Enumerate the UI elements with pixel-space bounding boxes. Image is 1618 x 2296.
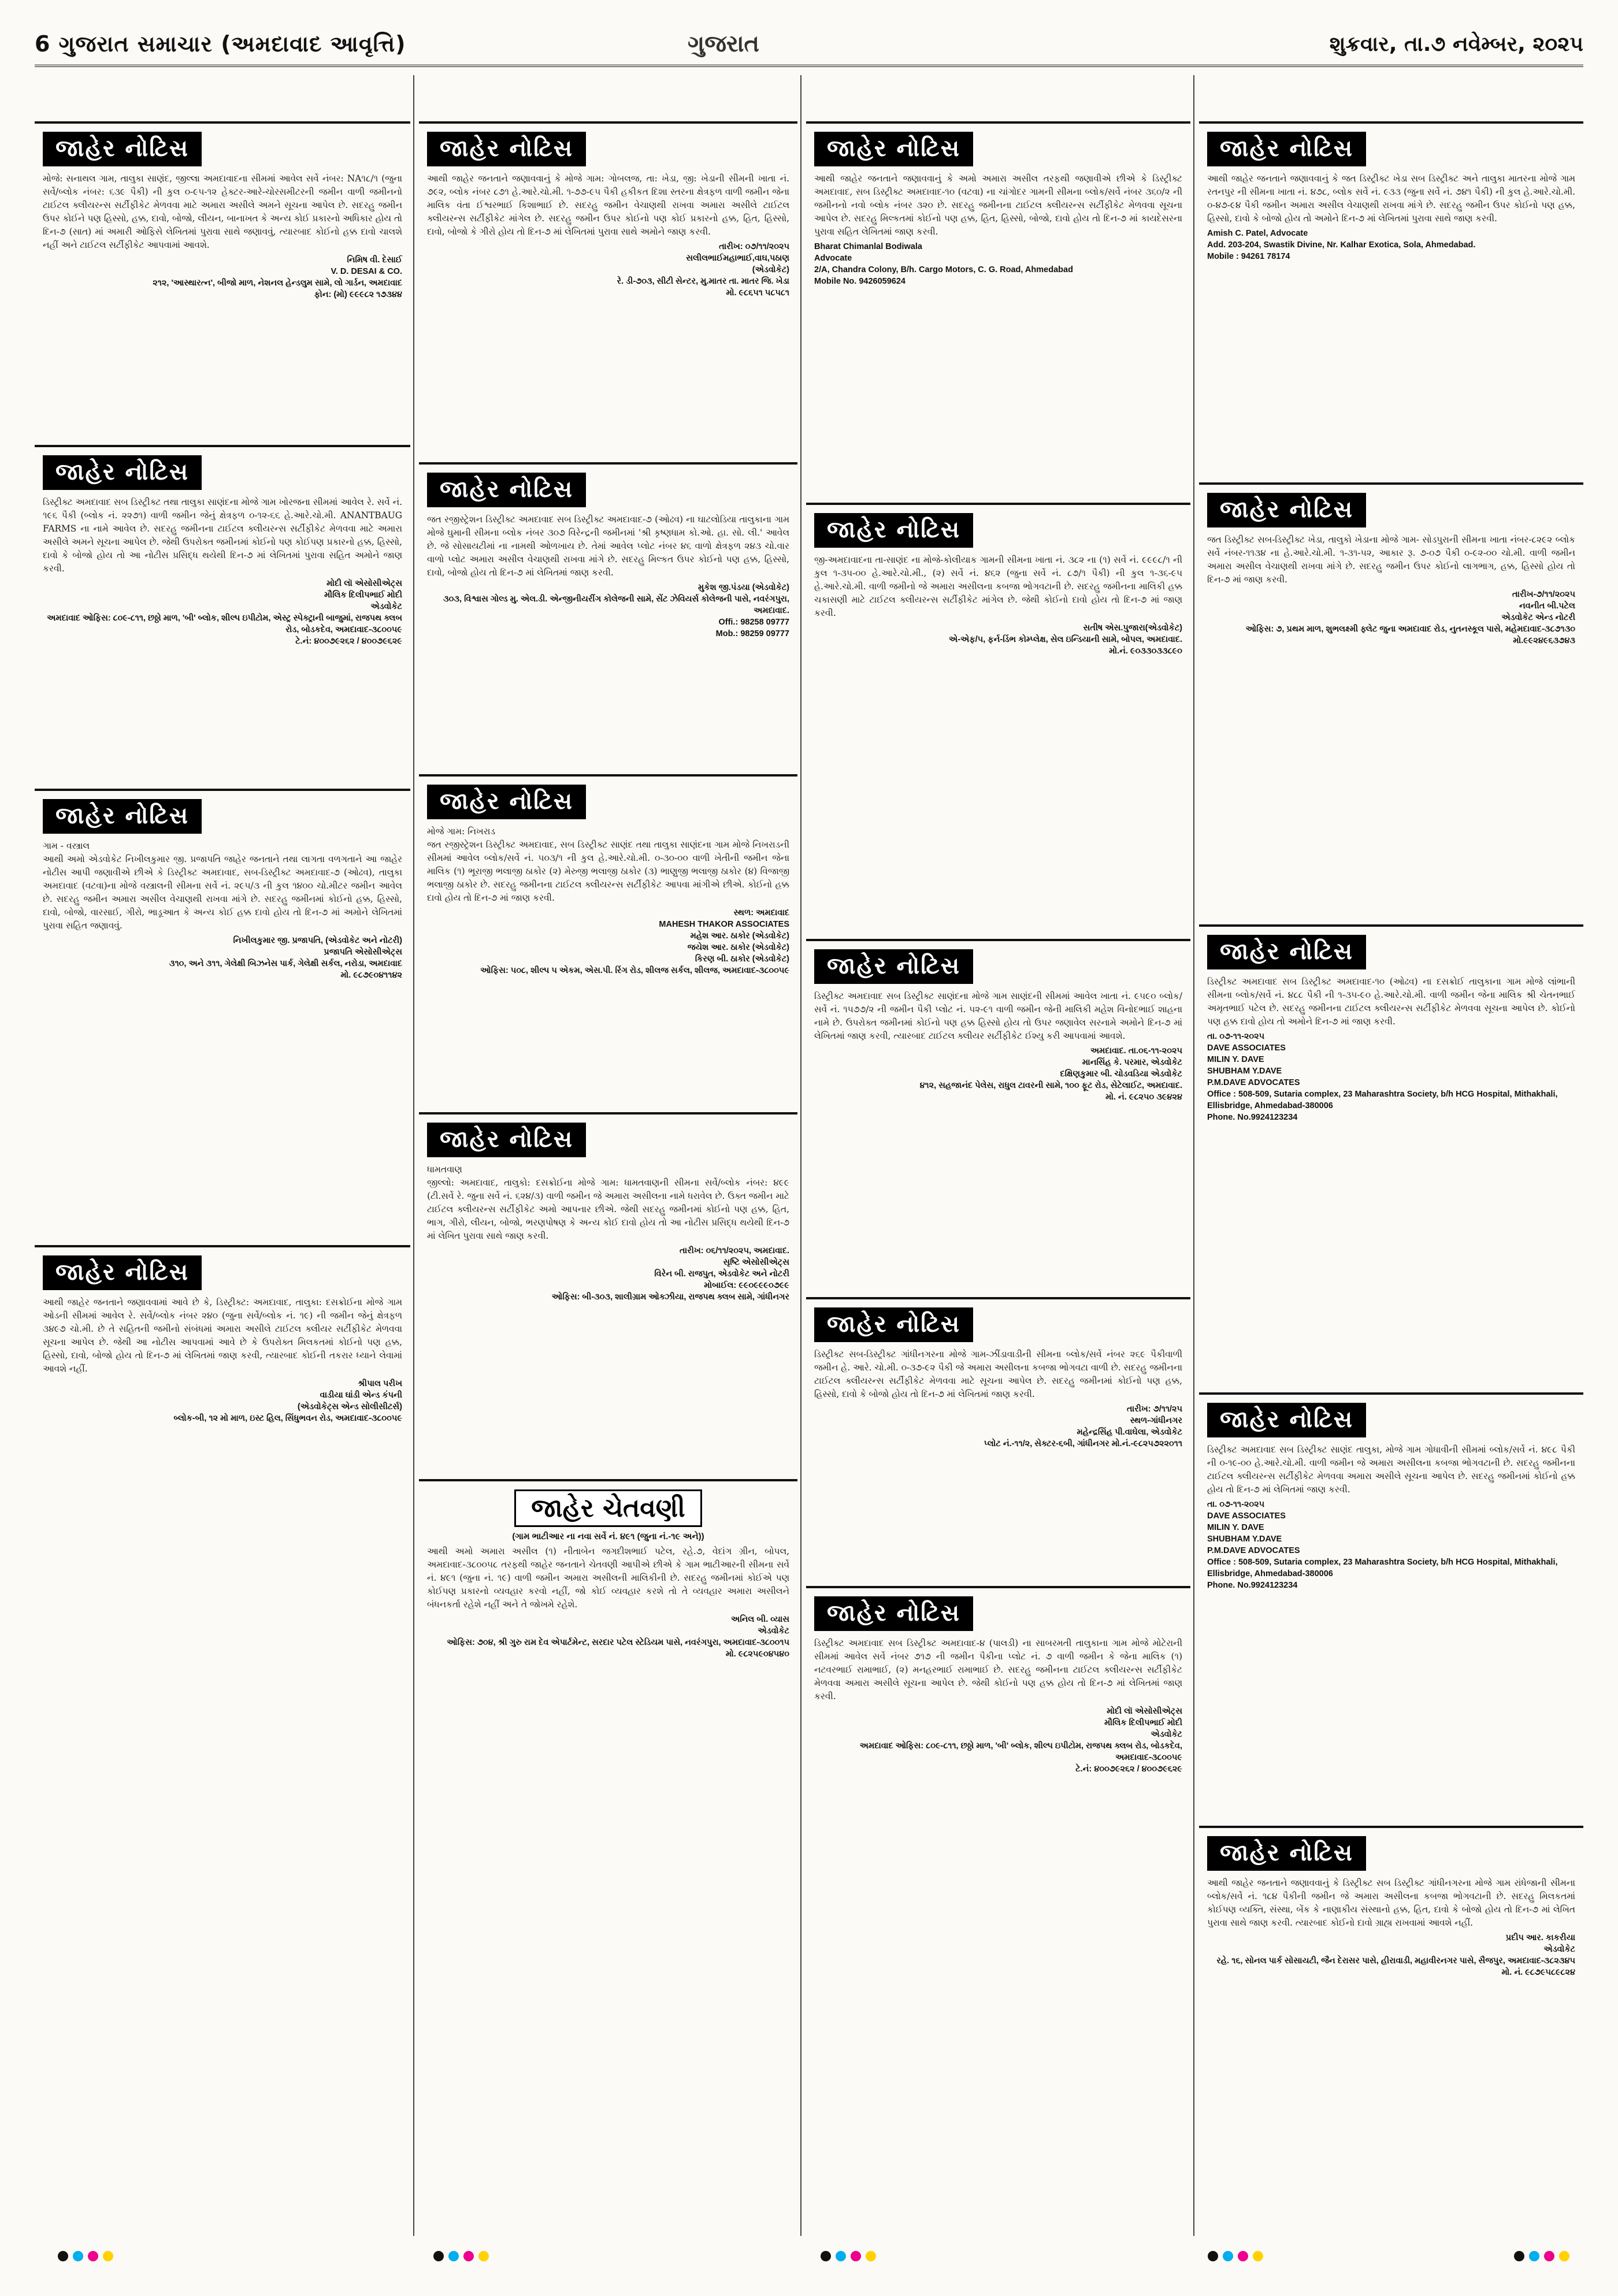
notice-title: જાહેર નોટિસ [814, 1596, 973, 1631]
notice-body: મોજે ગામ: નિખરાડ જત રજીસ્ટ્રેશન ડિસ્ટ્રીક્ટ અમદાવાદ, સબ ડિસ્ટ્રીક્ટ સાણંદ તથા તાલુકા સાણંદના ગામ મોજે નિખરાડની સીમમાં આવેલ બ્લોક/સર્વે નં. ૫૦૩/૧ ની કુલ હે.આરે.ચો.મી. ૦-૩૦-૦૦ વાળી ખેતીની જમીન જેના માલિક (૧) ભૂરાજી ભલાજી ઠાકોર (૨) મેરુજી ભલાજી ઠાકોર (૩) ભાણુજી ભલાજી ઠાકોર (૪) વિજાજી ભલાજી ઠાકોર છે. સદરહુ જમીનના ટાઈટલ ક્લીયરન્સ સર્ટીફીકેટ આપવા માંગીએ છીએ. કોઈનો હક્ક દાવો હોય તો દિન-૭ માં જાણ કરવી. [427, 826, 789, 903]
notice-signature: તારીખ: ૭/૧૧/૨૫ સ્થળ-ગાંધીનગર મહેન્દ્રસિંહ પી.વાઘેલા, એડવોકેટ પ્લોટ નં.-૧૧/૨, સેક્ટર-૬બી, ગાંધીનગર મો.નં.-૯૮૨૫૭૨૨૦૧૧ [984, 1405, 1182, 1448]
public-notice [35, 445, 410, 771]
notice-body: ડિસ્ટ્રીક્ટ અમદાવાદ સબ ડિસ્ટ્રીક્ટ તથા તાલુકા સાણંદના મોજે ગામ ખોરજના સીમમાં આવેલ રે. સર્વે નં. ૧૯૬ પૈકી (બ્લોક નં. ૨૨૭૧) વાળી જમીન જેનું ક્ષેત્રફળ ૦-૧૨-૬૬ હે.આરે.ચો.મી. ANANTBAUG FARMS ના નામે આવેલ છે. સદરહુ જમીનના ટાઈટલ ક્લીયરન્સ સર્ટીફીકેટ મેળવવા માટે અમારા અસીલે અમને સૂચના આપેલ છે. જેથી ઉપરોક્ત જમીનમાં કોઈનો પણ કોઈપણ પ્રકારનો હક્ક, હિસ્સો, દાવો કે બોજો હોય તો આ નોટીસ પ્રસિદ્ધ થયેથી દિન-૭ માં લેખિતમાં પુરાવા સહિત અમોને જાણ કરવી. [43, 497, 402, 574]
public-notice [806, 1586, 1190, 2244]
notice-body: ડિસ્ટ્રીક્ટ અમદાવાદ સબ ડિસ્ટ્રીક્ટ સાણંદના મોજે ગામ સાણંદની સીમમાં આવેલ ખાતા નં. ૯૫૯૦ બ્લોક/સર્વે નં. ૧૫૭૭/૨ ની જમીન પૈકી પ્લોટ નં. ૫૨-૯૧ વાળી જમીન જેની માલિકી મહેશ વિનોદભાઈ શાહના નામે છે. ઉપરોક્ત જમીનમાં કોઈનો પણ હક્ક હિસ્સો હોય તો ઉપર જણાવેલ સરનામે અમોને દિન-૭ માં લેખિતમાં જાણ કરવી, ત્યારબાદ ટાઈટલ ક્લીયર સર્ટીફીકેટ ઈશ્યુ કરી આપવામાં આવશે. [814, 991, 1182, 1041]
notice-title: જાહેર નોટિસ [427, 1123, 586, 1157]
public-notice [806, 503, 1190, 935]
notice-signature: તા. ૦૭-૧૧-૨૦૨૫ DAVE ASSOCIATES MILIN Y. DAVE SHUBHAM Y.DAVE P.M.DAVE ADVOCATES Office : 508-509, Sutaria complex, 23 Maharashtra Society, b/h HCG Hospital, Mithakhali, Ellisbridge, Ahmedabad-380006 Phone. No.9924123234 [1207, 1032, 1558, 1122]
notice-title: જાહેર નોટિસ [814, 1307, 973, 1342]
notice-body: જત ડિસ્ટ્રીક્ટ સબ-ડિસ્ટ્રીક્ટ ખેડા, તાલુકો ખેડાના મોજે ગામ- સોડપુરાની સીમના ખાતા નંબર-૮૨૯૨ બ્લોક સર્વે નંબર-૧૧૩૪ ના હે.આરે.ચો.મી. ૧-૩૧-૫૨, આકાર રૂ. ૭-૦૭ પૈકી ૦-૯૨-૦૦ ચો.મી. વાળી જમીન અમારા અસીલ વેચાણથી રાખવા માંગે છે. સદરહુ જમીન ઉપર કોઈનો લાગભાગ, હક્ક, હિસ્સો હોય તો દિન-૭ માં જાણ કરવી. [1207, 534, 1575, 585]
notice-signature: તા. ૦૭-૧૧-૨૦૨૫ DAVE ASSOCIATES MILIN Y. DAVE SHUBHAM Y.DAVE P.M.DAVE ADVOCATES Office : 508-509, Sutaria complex, 23 Maharashtra Society, b/h HCG Hospital, Mithakhali, Ellisbridge, Ahmedabad-380006 Phone. No.9924123234 [1207, 1500, 1558, 1590]
notice-signature: તારીખ: ૦૬/૧૧/૨૦૨૫, અમદાવાદ. સૃષ્ટિ એસોસીએટ્સ વિરેન બી. રાજપુત, એડવોકેટ અને નોટરી મોબાઈલ: ૯૯૦૯૯૯૦૭૯૯ ઓફિસ: બી-૩૦૩, શાલીગ્રામ ઓક્ઝીયા, રાજપથ ક્લબ સામે, ગાંધીનગર [551, 1246, 789, 1302]
notice-title: જાહેર નોટિસ [427, 473, 586, 507]
notice-signature: Amish C. Patel, Advocate Add. 203-204, Swastik Divine, Nr. Kalhar Exotica, Sola, Ahmedabad. Mobile : 94261 78174 [1207, 229, 1476, 261]
warning-title: જાહેર ચેતવણી [514, 1489, 702, 1527]
public-notice [806, 939, 1190, 1265]
registration-dot [58, 2251, 68, 2261]
public-notice [1199, 924, 1583, 1372]
notice-body: જી-અમદાવાદના તા-સાણંદ ના મોજે-કોલીયાક ગામની સીમના ખાતા નં. ૩૮૨ ના (૧) સર્વે નં. ૯૯૯૮/૧ ની કુલ ૧-૩૫-૦૦ હે.આરે.ચો.મી., (૨) સર્વે નં. ૪૬૨ (જુના સર્વે નં. ૮૭/૧ પૈકી) ની કુલ ૧-૩૬-૯૫ હે.આરે.ચો.મી. વાળી જમીનો જે અમારા અસીલના કબજા ભોગવટાની છે. સદરહુ જમીનના માલિકી હક્ક ચકાસણી માટે ટાઈટલ ક્લીયરન્સ સર્ટીફીકેટ માંગેલ છે. જેથી કોઈનો દાવો હોય તો દિન-૭ માં જાણ કરવી. [814, 555, 1182, 618]
public-warning [419, 1479, 797, 2244]
notice-body: ડિસ્ટ્રીક્ટ અમદાવાદ સબ ડિસ્ટ્રીક્ટ અમદાવાદ-૧૦ (ઓઢવ) ના દસક્રોઈ તાલુકાના ગામ મોજે લાંભાની સીમના બ્લોક/સર્વે નં. ૪૮૮ પૈકી ની ૧-૩૫-૯૦ હે.આરે.ચો.મી. વાળી જમીન જેના માલિક શ્રી ચેતનભાઈ અમૃતભાઈ પટેલ છે. સદરહુ જમીનના ટાઈટલ ક્લીયરન્સ સર્ટીફીકેટ મેળવવા સૂચના આપેલ છે. કોઈનો પણ હક્ક દાવો હોય તો અમોને દિન-૭ માં જાણ કરવી. [1207, 976, 1575, 1027]
registration-dot [463, 2251, 474, 2261]
registration-dot [103, 2251, 113, 2261]
registration-dot [821, 2251, 831, 2261]
registration-dot [88, 2251, 98, 2261]
warning-signature: અનિલ બી. વ્યાસ એડવોકેટ ઓફિસ: ૭૦૪, શ્રી ગુરુ રામ દેવ એપાર્ટમેન્ટ, સરદાર પટેલ સ્ટેડિયમ પાસે, નવરંગપુરા, અમદાવાદ-૩૮૦૦૧૫ મો. ૯૮૨૫૯૦૪૫૪૦ [447, 1615, 789, 1659]
notice-body: ડિસ્ટ્રીક્ટ અમદાવાદ સબ ડિસ્ટ્રીક્ટ અમદાવાદ-૪ (પાલડી) ના સાબરમતી તાલુકાના ગામ મોજે મોટેરાની સીમમાં આવેલ સર્વે નંબર ૭૧૭ ની જમીન પૈકીના પ્લોટ નં. ૭ વાળી જમીન કે જેના માલિક (૧) નટવરભાઈ રામાભાઈ, (૨) મનહરભાઈ રામાભાઈ છે. સદરહુ જમીનના ટાઈટલ ક્લીયરન્સ સર્ટીફીકેટ મેળવવા અમારા અસીલે સૂચના આપેલ છે. જેથી કોઈનો પણ હક્ક હોય તો દિન-૭ માં લેખિતમાં જાણ કરવી. [814, 1638, 1182, 1701]
notice-body: જત રજીસ્ટ્રેશન ડિસ્ટ્રીક્ટ અમદાવાદ સબ ડિસ્ટ્રીક્ટ અમદાવાદ-૭ (ઓઢવ) ના ઘાટલોડિયા તાલુકાના ગામ મોજે ઘુમાની સીમના બ્લોક નંબર ૩૦૭ વિરેન્દ્રની જમીનમાં 'શ્રી કૃષ્ણધામ કો.ઓ. હા. સો. લી.' આવેલ છે. જે સોસાયટીમાં ના નામથી ઓળખાય છે. તેમાં આવેલ પ્લોટ નંબર ૪૬ વાળો ક્ષેત્રફળ ૨૪૩ ચો.વાર વાળો પ્લોટ અમારા અસીલ વેચાણથી રાખવા માંગે છે. સદરહુ મિલ્કત ઉપર કોઈનો પણ હક્ક, હિસ્સો, દાવો, બોજો હોય તો દિન-૭ માં લેખિતમાં જાણ કરવી. [427, 514, 789, 578]
notice-body: આથી જાહેર જનતાને જણાવવાનું કે જત ડિસ્ટ્રીક્ટ ખેડા સબ ડિસ્ટ્રીક્ટ અને તાલુકા માતરના મોજે ગામ રતનપુર ની સીમના ખાતા નં. ૪૭૮, બ્લોક સર્વે નં. ૯૩૩ (જુના સર્વે નં. ૭૪૧ પૈકી) ની કુલ હે.આરે.ચો.મી. ૦-૪૭-૯૪ પૈકી જમીન અમારા અસીલ વેચાણથી રાખવા માંગે છે. સદરહુ જમીન ઉપર કોઈનો પણ હક્ક, હિસ્સો, દાવો કે બોજો હોય તો અમોને દિન-૭ માં લેખિતમાં પુરાવા સાથે જાણ કરવી. [1207, 173, 1575, 224]
notice-signature: મોદી લૉ એસોસીએટ્સ મૌલિક દિલીપભાઈ મોદી એડવોકેટ અમદાવાદ ઓફિસ: ૮૦૯-૮૧૧, છઠ્ઠો માળ, 'બી' બ્લોક, શીલ્પ ઇપીટોમ, એસ્ટ્ર સ્પેક્ટ્રાની બાજુમાં, રાજપથ ક્લબ રોડ, બોડકદેવ, અમદાવાદ-૩૮૦૦૫૯ ટે.નં: ૪૦૦૭૯૨૬૨ / ૪૦૦૭૯૬૨૯ [47, 579, 402, 646]
public-notice [35, 1245, 410, 2244]
notice-body: ડિસ્ટ્રીક્ટ સબ-ડિસ્ટ્રીક્ટ ગાંધીનગરના મોજે ગામ-ઝીંડાવાડીની સીમના બ્લોક/સર્વે નંબર ૨૬૯ પૈકીવાળી જમીન હે. આરે. ચો.મી. ૦-૩૭-૯૨ પૈકી જે અમારા અસીલના કબજા ભોગવટા વાળી છે. સદરહુ જમીનના ટાઈટલ ક્લીયરન્સ સર્ટીફીકેટ મેળવવા માટે સૂચના આપેલ છે. સદરહુ જમીનમાં કોઈનો પણ હક્ક, હિસ્સો, દાવો કે બોજો હોય તો દિન-૭ માં લેખિતમાં જાણ કરવી. [814, 1349, 1182, 1399]
warning-body: આથી અમો અમારા અસીલ (૧) નીતાબેન જગદીશભાઈ પટેલ, રહે.૭, વેદાંગ ગ્રીન, બોપલ, અમદાવાદ-૩૮૦૦૫૮ તરફથી જાહેર જનતાને ચેતવણી આપીએ છીએ કે ગામ ભાટીઆરની સીમના સર્વે નં. ૪૯૧ (જુના નં. ૧૯) વાળી જમીન અમારા અસીલની માલિકીની છે. સદરહુ જમીનમાં કોઈએ પણ કોઈપણ પ્રકારનો વ્યવહાર કરવો નહીં, જો કોઈ વ્યવહાર કરશે તો તે વ્યવહાર અમારા અસીલને બંધનકર્તા રહેશે નહીં અને તે જોખમે રહેશે. [427, 1546, 789, 1610]
notice-body: આથી જાહેર જનતાને જણાવવામાં આવે છે કે, ડિસ્ટ્રીક્ટ: અમદાવાદ, તાલુકા: દસક્રોઈના મોજે ગામ ઓડની સીમમાં આવેલ રે. સર્વે/બ્લોક નંબર ૨૪૦ (જુના સર્વે/બ્લોક નં. ૧૯) ની જમીન જેનું ક્ષેત્રફળ ૩૪૯૭ ચો.મી. છે તે સહિતની જમીનો સંબંધમાં અમારા અસીલે ટાઈટલ ક્લીયર સર્ટીફીકેટ મેળવવા સૂચના આપેલ છે. જેથી આ નોટીસ આપવામાં આવે છે કે ઉપરોક્ત મિલકતમાં કોઈનો પણ હક્ક, હિસ્સો, દાવો, બોજો હોય તો દિન-૭ માં લેખિતમાં જાણ કરવી, ત્યારબાદ કોઈની તકરાર ધ્યાને લેવામાં આવશે નહીં. [43, 1297, 402, 1374]
notice-body: આથી જાહેર જનતાને જણાવવાનું કે ડિસ્ટ્રીક્ટ સબ ડિસ્ટ્રીક્ટ ગાંધીનગરના મોજે ગામ રાંધેજાની સીમના બ્લોક/સર્વે નં. ૧૮૪ પૈકીની જમીન જે અમારા અસીલના કબજા ભોગવટાની છે. સદરહુ મિલકતમાં કોઈપણ વ્યક્તિ, સંસ્થા, બેંક કે નાણાકીય સંસ્થાનો હક્ક, હિત, દાવો કે બોજો હોય તો દિન-૭ માં લેખિત પુરાવા સાથે જાણ કરવી. ત્યારબાદ કોઈનો દાવો ગ્રાહ્ય રાખવામાં આવશે નહીં. [1207, 1878, 1575, 1928]
column-divider [1193, 75, 1194, 2236]
public-notice [1199, 482, 1583, 895]
public-notice [806, 121, 1190, 493]
notice-title: જાહેર નોટિસ [814, 949, 973, 984]
notice-title: જાહેર નોટિસ [427, 785, 586, 819]
registration-dot [73, 2251, 83, 2261]
public-notice [419, 774, 797, 1100]
notice-title: જાહેર નોટિસ [43, 455, 202, 490]
registration-dot [1238, 2251, 1248, 2261]
public-notice [419, 462, 797, 768]
newspaper-name: 6 ગુજરાત સમાચાર (અમદાવાદ આવૃત્તિ) [35, 31, 406, 57]
public-notice [1199, 1392, 1583, 1825]
registration-dot [836, 2251, 846, 2261]
notice-body: આથી જાહેર જનતાને જણાવવાનું કે મોજે ગામ: ગોબલજ, તા: ખેડા, જી: ખેડાની સીમની ખાતા નં. ૭૯૨, બ્લોક નંબર ૮૭૧ હે.આરે.ચો.મી. ૧-૭૭-૯૫ પૈકી હકીકત દિશા સ્તરના ક્ષેત્રફળ વાળી જમીન જેના માલિક વંતા ઈશ્વરભાઈ કિશાભાઈ છે. સદરહુ જમીન વેચાણથી રાખવા અમારા અસીલે ટાઈટલ ક્લીયરન્સ સર્ટીફીકેટ માંગેલ છે. સદરહુ જમીન ઉપર કોઈનો પણ કોઈ પ્રકારનો હક્ક, હિત, હિસ્સો, દાવો, બોજો કે ગીરો હોય તો દિન-૭ માં લેખિતમાં પુરાવા સાથે અમોને જાણ કરવી. [427, 173, 789, 237]
page-header [35, 29, 1583, 67]
notice-signature: સતીષ એસ.પુજારા(એડવોકેટ) એ-એફ/૫, ફર્ન-ડિંભ કોમ્પ્લેક્ષ, સેલ ઇન્ડિયાની સામે, બોપલ, અમદાવાદ. મો.નં. ૯૦૩૩૦૩૩૮૯૦ [948, 623, 1182, 656]
registration-dot [478, 2251, 489, 2261]
notice-title: જાહેર નોટિસ [1207, 493, 1366, 527]
notice-signature: પ્રદીપ આર. કાકરીયા એડવોકેટ રહે. ૧૬, સોનલ પાર્ક સોસાયટી, જૈન દેરાસર પાસે, હીરાવાડી, મહાવીરનગર પાસે, સૈજપુર, અમદાવાદ-૩૮૨૩૪૫ મો. નં. ૯૮૭૯૫૮૯૮૨૪ [1216, 1933, 1575, 1977]
registration-dot [1208, 2251, 1218, 2261]
notice-signature: શ્રીપાલ પરીખ વાડીયા ઘાંડી એન્ડ કંપની (એડવોકેટ્સ એન્ડ સોલીસીટર્સ) બ્લોક-બી, ૧૨ મો માળ, ઇસ્ટ હિલ, સિંધુભવન રોડ, અમદાવાદ-૩૮૦૦૫૯ [173, 1379, 402, 1423]
public-notice [419, 121, 797, 447]
notice-body: ડિસ્ટ્રીક્ટ અમદાવાદ સબ ડિસ્ટ્રીક્ટ સાણંદ તાલુકા, મોજે ગામ ગોધાવીની સીમમાં બ્લોક/સર્વે નં. ૪૯૮ પૈકી ની ૦-૧૯-૦૦ હે.આરે.ચો.મી. વાળી જમીન જે અમારા અસીલના કબજા ભોગવટાની છે. સદરહુ જમીનના ટાઈટલ ક્લીયરન્સ સર્ટીફીકેટ મેળવવા અમારા અસીલે સૂચના આપેલ છે. સદરહુ જમીનમાં કોઈનો હક્ક હોય તો દિન-૭ માં લેખિતમાં જાણ કરવી. [1207, 1444, 1575, 1495]
registration-dot [1529, 2251, 1539, 2261]
notice-title: જાહેર નોટિસ [427, 132, 586, 166]
notice-signature: મોદી લૉ એસોસીએટ્સ મૌલિક દિલીપભાઈ મોદી એડવોકેટ અમદાવાદ ઓફિસ: ૮૦૯-૮૧૧, છઠ્ઠો માળ, 'બી' બ્લોક, શીલ્પ ઇપીટોમ, રાજપથ ક્લબ રોડ, બોડકદેવ, અમદાવાદ-૩૮૦૦૫૯ ટે.નં: ૪૦૦૭૯૨૬૨ / ૪૦૦૭૯૬૨૯ [859, 1707, 1182, 1774]
registration-dot [1223, 2251, 1233, 2261]
notice-title: જાહેર નોટિસ [43, 132, 202, 166]
public-notice [35, 121, 410, 427]
notice-title: જાહેર નોટિસ [43, 799, 202, 834]
notice-body: મોજે: સનાથલ ગામ, તાલુકા સાણંદ, જીલ્લા અમદાવાદના સીમમાં આવેલ સર્વે નંબર: NA૧૮/૧ (જુના સર્વે/બ્લોક નંબર: ૬૩૯ પૈકી) ની કુલ ૦-૯૫-૧૨ હેક્ટર-આરે-ચોરસમીટરની જમીન વાળી જમીનનો ટાઈટલ ક્લીયરન્સ સર્ટીફીકેટ મેળવવા માટે અમારા અસીલે અમને સૂચના આપેલ છે. સદરહુ જમીન ઉપર કોઈને પણ હિસ્સો, હક્ક, દાવો, બોજો, લીયન, બાનાખત કે અન્ય કોઈ પ્રકારનો અધિકાર હોય તો દિન-૭ (સાત) માં અમારી ઓફિસે લેખિતમાં પુરાવા સાથે જણાવવું, ત્યારબાદ કોઈનો હક્ક દાવો ચાલશે નહીં અને ટાઈટલ સર્ટીફીકેટ આપવામાં આવશે. [43, 173, 402, 250]
registration-dot [866, 2251, 876, 2261]
notice-signature: સ્થળ: અમદાવાદ MAHESH THAKOR ASSOCIATES મહેશ આર. ઠાકોર (એડવોકેટ) જયેશ આર. ઠાકોર (એડવોકેટ) કિરણ બી. ઠાકોર (એડવોકેટ) ઓફિસ: ૫૦૮, શીલ્પ ૫ એકમ, એસ.પી. રિંગ રોડ, શીલજ સર્કલ, શીલજ, અમદાવાદ-૩૮૦૦૫૯ [480, 908, 789, 975]
notice-signature: Bharat Chimanlal Bodiwala Advocate 2/A, Chandra Colony, B/h. Cargo Motors, C. G. Road, Ahmedabad Mobile No. 9426059624 [814, 242, 1073, 286]
notice-title: જાહેર નોટિસ [1207, 1403, 1366, 1437]
registration-dot [433, 2251, 444, 2261]
registration-dot [1253, 2251, 1263, 2261]
registration-dot [1559, 2251, 1569, 2261]
registration-dot [851, 2251, 861, 2261]
notice-signature: નિમિષ વી. દેસાઈ V. D. DESAI & CO. ૨૧૨, 'આસ્થારત્ન', બીજો માળ, નેશનલ હેન્ડલુમ સામે, લો ગાર્ડન, અમદાવાદ ફોન: (મો) ૯૯૯૮૨ ૧૭૩૪૪ [153, 255, 402, 299]
notice-signature: નિખીલકુમાર જી. પ્રજાપતિ, (એડવોકેટ અને નોટરી) પ્રજાપતિ એસોસીએટ્સ ૩૧૦, અને ૩૧૧, ગેલેક્ષી બિઝનેસ પાર્ક, ગેલેક્ષી સર્કલ, નરોડા, અમદાવાદ મો. ૯૮૭૯૦૪૧૧૪૨ [169, 936, 402, 980]
issue-date: શુક્રવાર, તા.૭ નવેમ્બર, ૨૦૨૫ [1329, 32, 1583, 56]
public-notice [1199, 1826, 1583, 2244]
notice-title: જાહેર નોટિસ [1207, 132, 1366, 166]
notice-body: ગામ - વસ્ત્રાલ આથી અમો એડવોકેટ નિખીલકુમાર જી. પ્રજાપતિ જાહેર જનતાને તથા લાગતા વળગતાને આ જાહેર નોટીસ આપી જણાવીએ છીએ કે ડિસ્ટ્રીક્ટ અમદાવાદ, સબ-ડિસ્ટ્રીક્ટ અમદાવાદ-૭ (ઓઢવ), તાલુકા અમદાવાદ (વટવા)ના મોજે વસ્ત્રાલની સીમના સર્વે નં. ૨૯૫/૩ ની કુલ ૧૪૦૦ ચો.મીટર જમીન આવેલ છે. સદરહુ જમીન અમારા અસીલ વેચાણથી રાખવા માંગે છે. સદરહુ જમીનમાં કોઈનો હક્ક, હિસ્સો, દાવો, બોજો, વારસાઈ, ગીરો, ભાડૂઆત કે અન્ય કોઈ હક્ક દાવો હોય તો દિન-૭ માં અમોને લેખિતમાં પુરાવા સહિત જણાવવું. [43, 841, 402, 931]
notice-body: ધામતવાણ જીલ્લો: અમદાવાદ, તાલુકો: દસક્રોઈના મોજે ગામ: ધામતવાણની સીમના સર્વે/બ્લોક નંબર: ૪૯૯ (ટી.સર્વે રે. જુના સર્વે નં. ૬૨૪/૩) વાળી જમીન જે અમારા અસીલના નામે ધરાવેલ છે. ઉક્ત જમીન માટે ટાઈટલ ક્લીયરન્સ સર્ટીફીકેટ અમો આપનાર છીએ. જેથી સદરહુ જમીનમાં કોઈનો પણ હક્ક, હિત, ભાગ, ગીરો, લીયન, બોજો, ભરણપોષણ કે અન્ય કોઈ દાવો હોય તો આ નોટીસ પ્રસિદ્ધ થયેથી દિન-૭ માં લેખિત પુરાવા સાથે જાણ કરવી. [427, 1164, 789, 1241]
public-notice [35, 789, 410, 1227]
notice-title: જાહેર નોટિસ [1207, 1836, 1366, 1871]
public-notice [806, 1297, 1190, 1585]
notice-title: જાહેર નોટિસ [43, 1255, 202, 1290]
notice-signature: અમદાવાદ. તા.૦૬-૧૧-૨૦૨૫ માનસિંહ કે. પરમાર, એડવોકેટ દક્ષિણકુમાર બી. ચોડવડિયા એડવોકેટ ૪૧૨, સહજાનંદ પેલેસ, રાધુલ ટાવરની સામે, ૧૦૦ ફૂટ રોડ, સેટેલાઈટ, અમદાવાદ. મો. નં. ૯૮૨૫૦ ૩૯૪૨૪ [919, 1046, 1182, 1102]
notice-body: આથી જાહેર જનતાને જણાવવાનું કે અમો અમારા અસીલ તરફથી જણાવીએ છીએ કે ડિસ્ટ્રીક્ટ અમદાવાદ, સબ ડિસ્ટ્રીક્ટ અમદાવાદ-૧૦ (વટવા) ના ચાંગોદર ગામની સીમના બ્લોક/સર્વે નંબર ૩૬૦/૨ ની જમીનનો નવો બ્લોક નંબર ૩૨૦ છે. સદરહુ જમીનના ટાઈટલ ક્લીયરન્સ સર્ટીફીકેટ મેળવવા સૂચના આપેલ છે. સદરહુ મિલ્કતમાં કોઈનો પણ હક્ક, હિત, હિસ્સો, બોજો, દાવો હોય તો દિન-૭ માં કાયદેસરના પુરાવા સહિત લેખિતમાં જાણ કરવી. [814, 173, 1182, 237]
registration-dot [1544, 2251, 1554, 2261]
public-notice [419, 1112, 797, 1467]
notice-title: જાહેર નોટિસ [814, 513, 973, 548]
notice-signature: તારીખ-૭/૧૧/૨૦૨૫ નવનીત બી.પટેલ એડવોકેટ એન્ડ નોટરી ઓફિસ: ૭, પ્રથમ માળ, શુભલક્ષ્મી ફ્લેટ જુના અમદાવાદ રોડ, નુતનસ્કૂલ પાસે, મહેમદાવાદ-૩૮૭૧૩૦ મો.૯૯૨૪૯૬૩૭૪૩ [1245, 590, 1575, 645]
column-divider [413, 75, 414, 2236]
warning-subtitle: (ગામ ભાટીઆર ના નવા સર્વે નં. ૪૯૧ (જુના નં.-૧૯ અને)) [512, 1532, 704, 1541]
notice-signature: તારીખ: ૦૭/૧૧/૨૦૨૫ સલીલભાઈમહાભાઈ,વાઘ,પઠાણ (એડવોકેટ) રે. ડી-૭૦૩, સીટી સેન્ટર, મુ.માતર તા. માતર જિ. ખેડા મો. ૯૮૬૫૧ ૫૮૫૮૧ [617, 242, 789, 298]
notice-signature: મુકેશ જી.પંડયા (એડવોકેટ) ૩૦૩, વિશ્વાસ ગોલ્ડ મુ. એલ.ડી. એન્જીનીયરીંગ કોલેજની સામે, સેંટ ઝેવિયર્સ કોલેજની પાસે, નવરંગપુરા, અમદાવાદ. Offi.: 98258 09777 Mob.: 98259 09777 [443, 583, 789, 638]
public-notice [1199, 121, 1583, 479]
registration-dot [448, 2251, 459, 2261]
section-title: ગુજરાત [688, 30, 760, 57]
notice-title: જાહેર નોટિસ [814, 132, 973, 166]
column-divider [800, 75, 801, 2236]
print-registration-marks [35, 2247, 1583, 2265]
registration-dot [1514, 2251, 1524, 2261]
notice-title: જાહેર નોટિસ [1207, 935, 1366, 969]
